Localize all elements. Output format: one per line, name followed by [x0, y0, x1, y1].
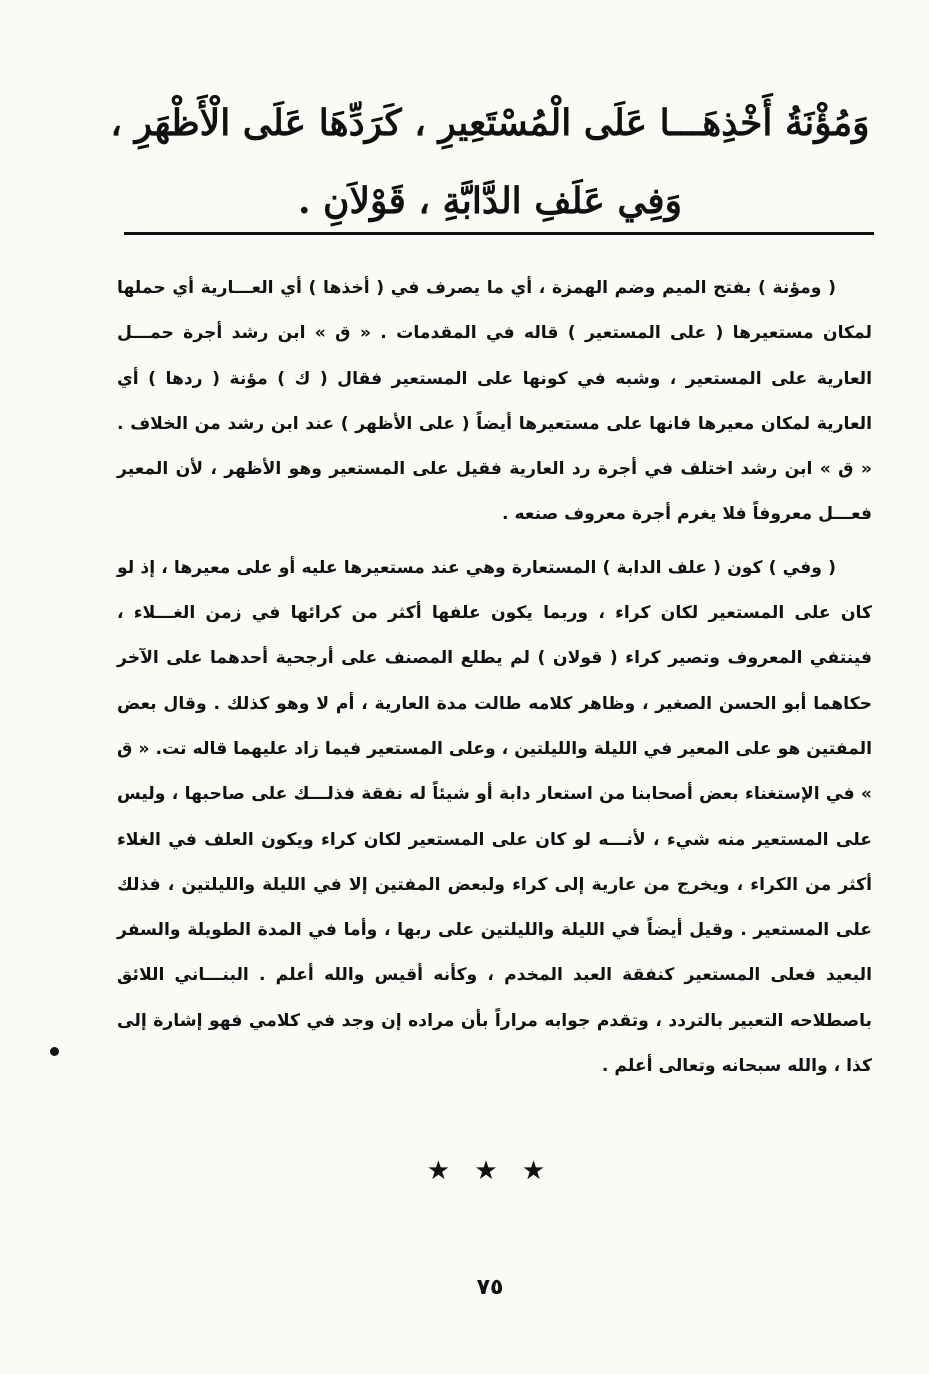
commentary-paragraph-1: ( ومؤنة ) بفتح الميم وضم الهمزة ، أي ما يصرف في ( أخذها ) أي العـــارية أي حملها لمكان مستعيرها ( على المستعير ) قاله في المقدمات . « ق » ابن رشد أجرة حمـــل العارية على المستعير ، وشبه في كونها على المستعير فقال ( ك ) مؤنة ( ردها ) أي العارية لمكان معيرها فانها على مستعيرها أيضاً ( على الأظهر ) عند ابن رشد من الخلاف . « ق » ابن رشد اختلف في أجرة رد العارية فقيل على المستعير وهو الأظهر ، لأن المعير فعـــل معروفاً فلا يغرم أجرة معروف صنعه . — [117, 278, 872, 525]
verse-line-2: وَفِي عَلَفِ الدَّابَّةِ ، قَوْلاَنِ . — [297, 180, 683, 222]
ink-spot — [50, 1047, 59, 1056]
commentary-body — [117, 266, 872, 1097]
horizontal-rule — [124, 232, 874, 235]
section-separator-stars: ★ ★ ★ — [426, 1156, 554, 1186]
verse-line-1: وَمُؤْنَةُ أَخْذِهَـــا عَلَى الْمُسْتَعِيرِ ، كَرَدِّهَا عَلَى الْأَظْهَرِ ، — [110, 102, 870, 144]
page-number: ٧٥ — [476, 1275, 504, 1300]
verse-text — [110, 84, 870, 240]
commentary-paragraph-2: ( وفي ) كون ( علف الدابة ) المستعارة وهي عند مستعيرها عليه أو على معيرها ، إذ لو كان على المستعير لكان كراء ، وربما يكون علفها أكثر من كرائها في زمن الغـــلاء ، فينتفي المعروف وتصير كراء ( قولان ) لم يطلع المصنف على أرجحية أحدهما على الآخر حكاهما أبو الحسن الصغير ، وظاهر كلامه طالت مدة العارية ، أم لا وهو كذلك . وقال بعض المفتين هو على المعير في الليلة والليلتين ، وعلى المستعير فيما زاد عليهما قاله تت. « ق » في الإستغناء بعض أصحابنا من استعار دابة أو شيئاً له نفقة فذلـــك على صاحبها ، وليس على المستعير منه شيء ، لأنـــه لو كان على المستعير لكان كراء ويكون العلف في الغلاء أكثر من الكراء ، ويخرج من عارية إلى كراء ولبعض المفتين إلا في الليلة والليلتين ، فذلك على المستعير . وقيل أيضاً في الليلة والليلتين على ربها ، وأما في المدة الطويلة والسفر البعيد فعلى المستعير كنفقة العبد المخدم ، وكأنه أقيس والله أعلم . البنـــاني اللائق باصطلاحه التعبير بالتردد ، وتقدم جوابه مراراً بأن مراده إن وجد في كلامي فهو إشارة إلى كذا ، والله سبحانه وتعالى أعلم . — [117, 557, 872, 1077]
